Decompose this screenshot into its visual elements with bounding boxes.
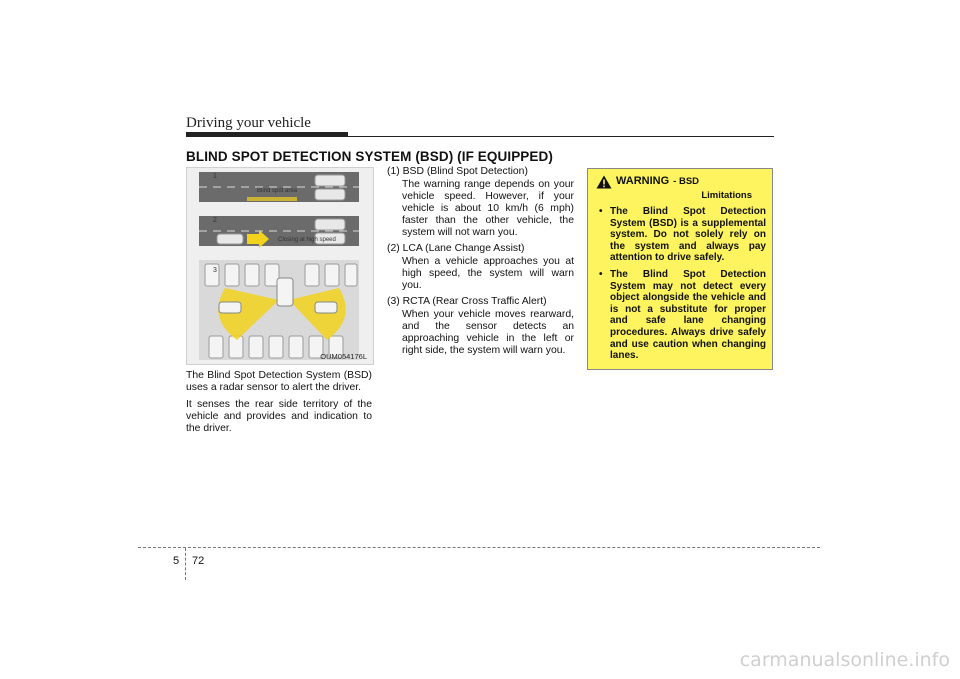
warning-triangle-icon [596,175,612,189]
bullet-icon: • [599,268,603,280]
caption-closing: Closing at high speed [278,237,336,243]
warning-bullet [596,206,766,264]
section-title: BLIND SPOT DETECTION SYSTEM (BSD) (IF EQUIPPED) [186,149,553,164]
feature-item-bsd [387,166,574,239]
page-number: 72 [192,555,205,567]
feature-title: (2) LCA (Lane Change Assist) [387,243,525,254]
fig-label-2: 2 [213,217,217,224]
warning-label: WARNING [616,175,670,187]
intro-paragraph-2: It senses the rear side territory of the vehicle and provides and indication to the driver. [186,399,372,434]
car-front-1 [315,175,345,186]
bullet-icon: • [599,206,603,217]
feature-body: When a vehicle approaches you at high speed, the system will warn you. [402,256,574,291]
car-ego-3 [277,278,293,306]
warning-subject: - BSD [673,176,700,187]
feature-item-rcta [387,296,574,357]
header-title: Driving your vehicle [186,115,311,131]
feature-title: (1) BSD (Blind Spot Detection) [387,166,528,177]
header-rule-thin [186,136,774,137]
warning-bullet-text: The Blind Spot Detection System (BSD) is a supplemental system. Do not solely rely on the system and always pay attention to drive safely. [610,206,766,264]
fig-label-1: 1 [213,173,217,180]
figure-code: OUM054176L [320,352,367,361]
chapter-number: 5 [173,555,180,567]
warning-box [587,168,773,370]
car-ego-1 [315,189,345,200]
warning-subject-2: Limitations [701,190,752,201]
intro-text [186,370,372,440]
bsd-diagram [187,168,373,364]
warning-heading [596,175,766,189]
fig-label-3: 3 [213,267,217,274]
feature-list [387,166,574,361]
warning-bullet [596,269,766,362]
footer-divider [185,548,186,580]
footer-rule [138,547,820,548]
warning-bullet-text: The Blind Spot Detection System may not detect every object alongside the vehicle and is not a substitute for proper and safe lane changing procedures. Always drive safely and use caution when changing lanes. [610,268,766,362]
feature-item-lca [387,243,574,292]
caption-blind-spot: Blind spot area [256,188,298,194]
car-approaching-2 [217,234,243,244]
intro-paragraph-1: The Blind Spot Detection System (BSD) uses a radar sensor to alert the driver. [186,370,372,393]
watermark: carmanualsonline.info [739,649,950,671]
feature-body: When your vehicle moves rearward, and the sensor detects an approaching vehicle in the left or right side, the system will warn you. [402,309,574,356]
bsd-illustration [186,167,374,365]
feature-body: The warning range depends on your vehicle speed. However, if your vehicle is about 10 km/h (6 mph) faster than the other vehicle, the system will not warn you. [402,179,574,238]
car-front-2 [315,219,345,230]
feature-title: (3) RCTA (Rear Cross Traffic Alert) [387,296,547,307]
